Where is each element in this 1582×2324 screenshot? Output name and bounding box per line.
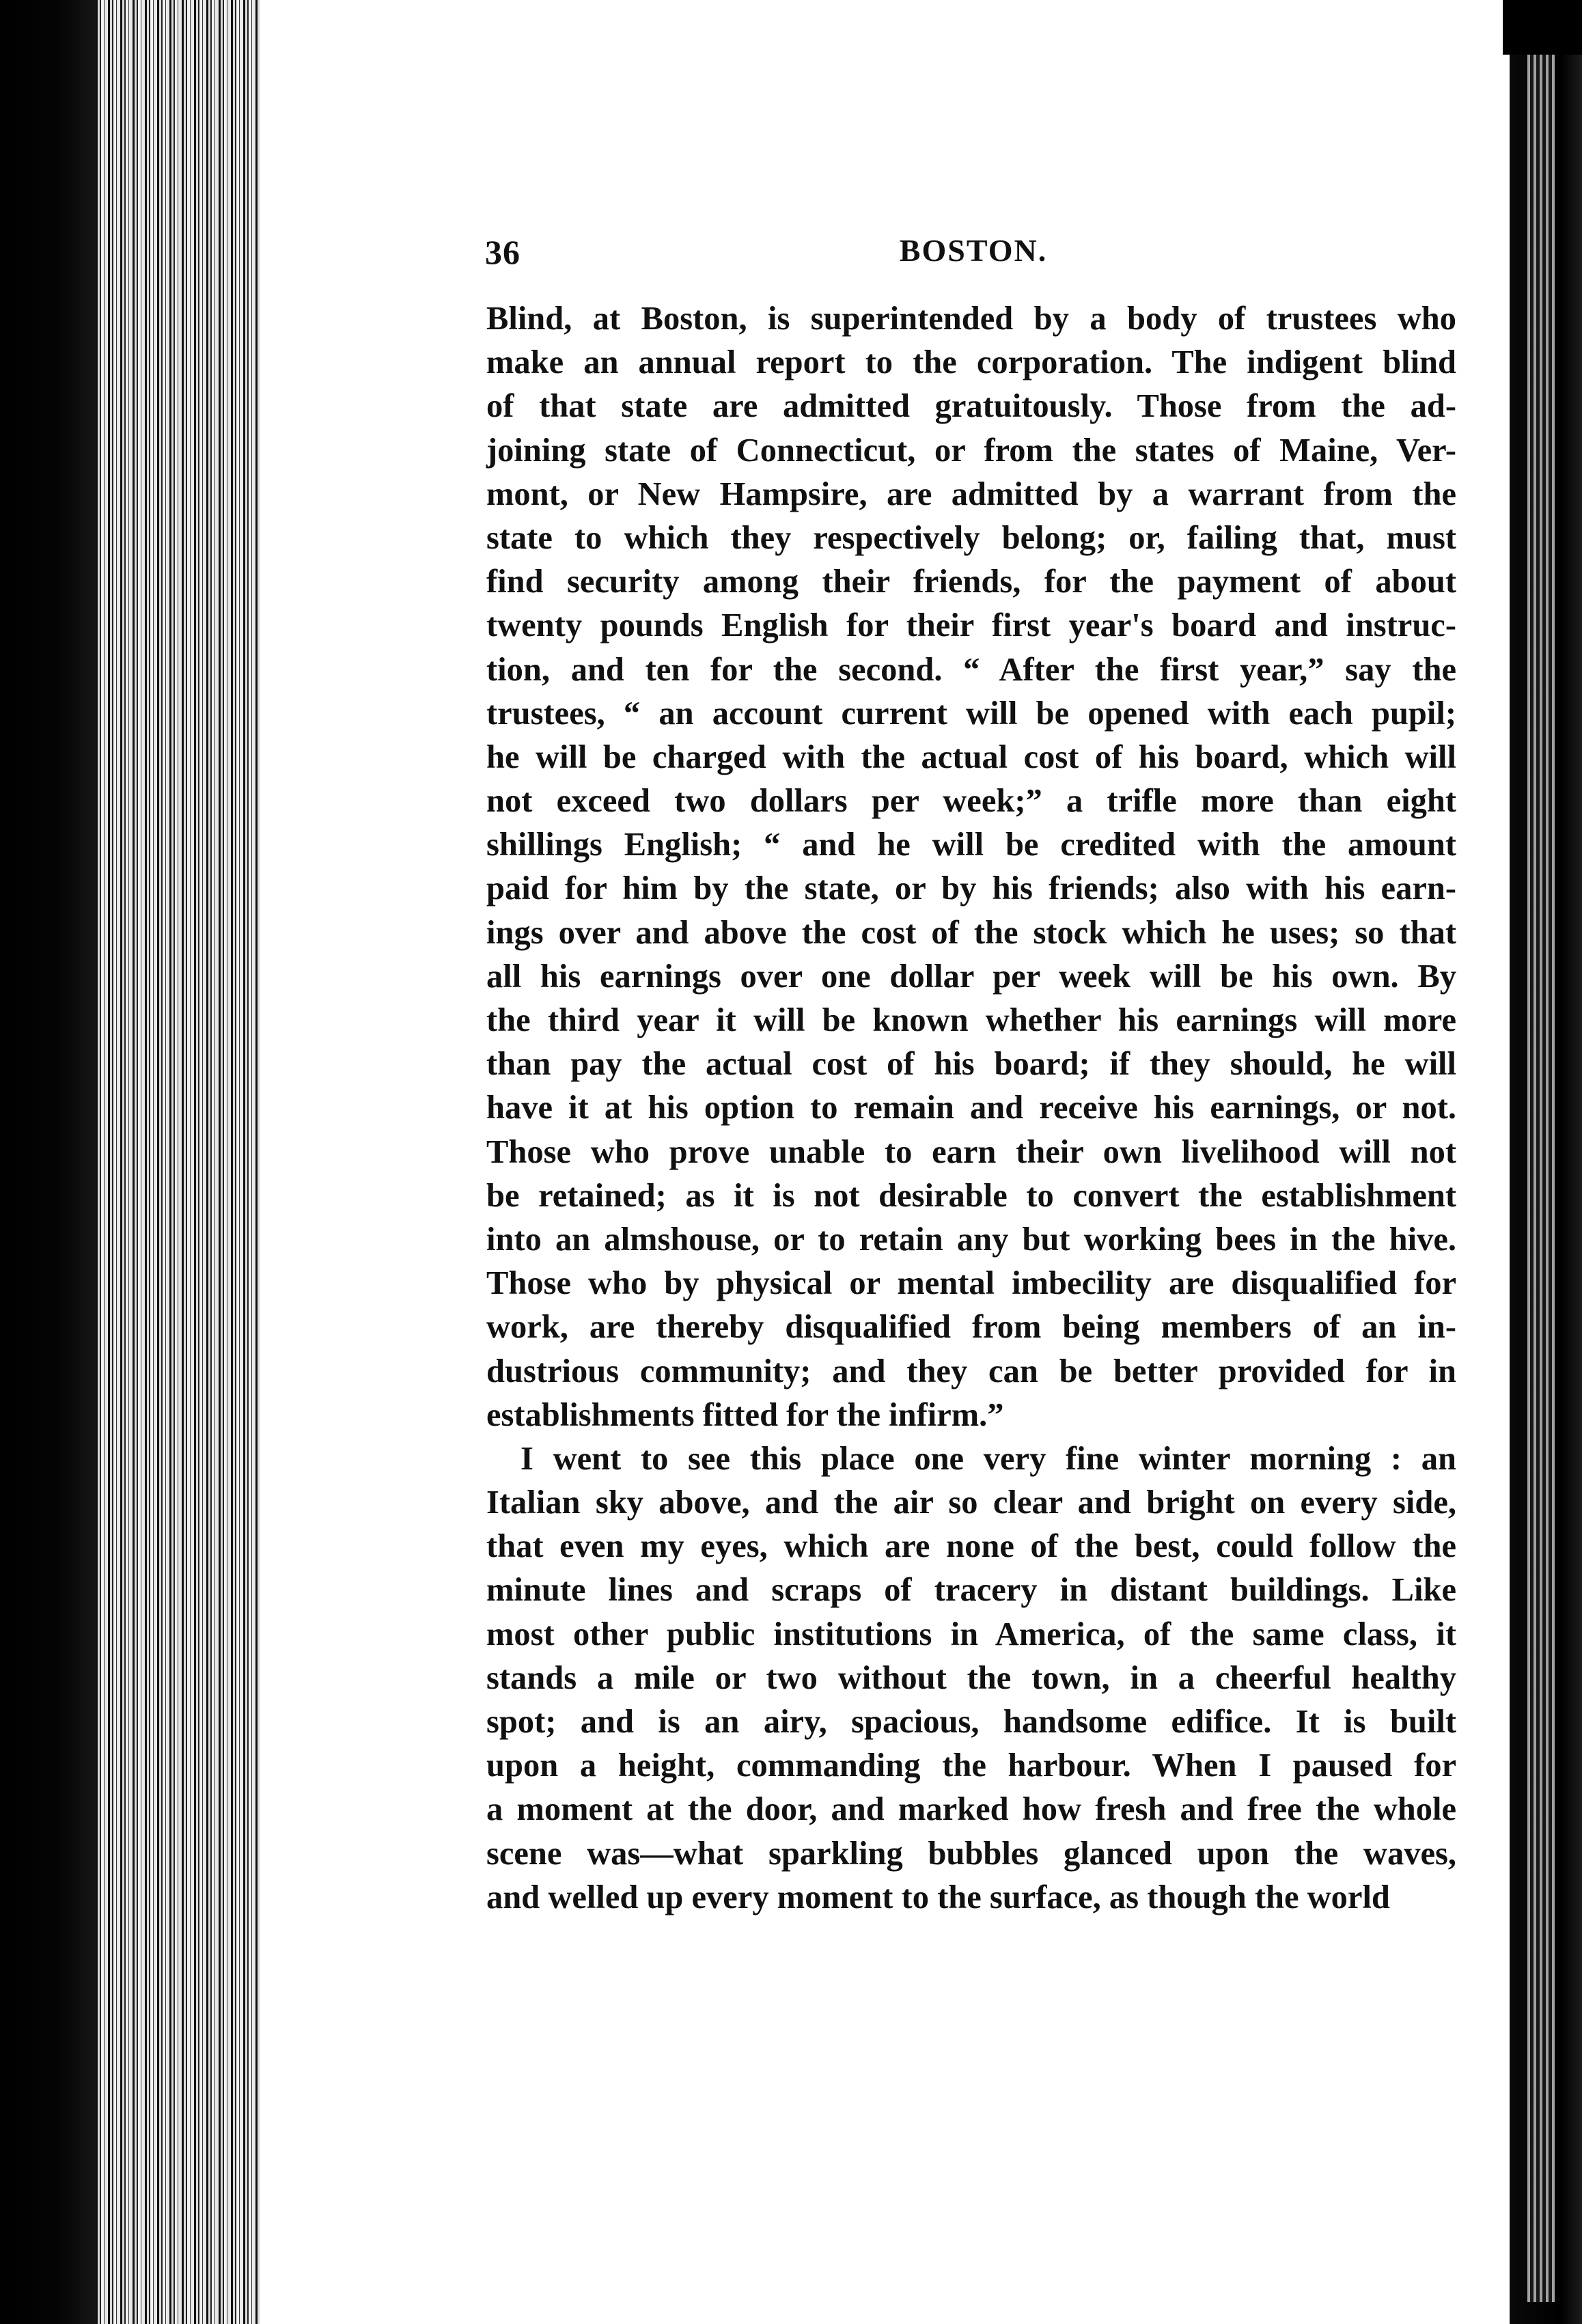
text-line: upon a height, commanding the harbour. When I paused for [486,1747,1456,1784]
text-line: that even my eyes, which are none of the best, could follow the [486,1528,1456,1565]
text-line: and welled up every moment to the surface, as though the world [486,1879,1390,1915]
text-line: twenty pounds English for their first year's board and instruc- [486,607,1456,644]
text-line: shillings English; “ and he will be credited with the amount [486,827,1456,863]
text-line: scene was—what sparkling bubbles glanced upon the waves, [486,1835,1456,1872]
text-line: Blind, at Boston, is superintended by a body of trustees who [486,301,1456,337]
text-line: dustrious community; and they can be better provided for in [486,1353,1456,1389]
text-line: into an almshouse, or to retain any but working bees in the hive. [486,1221,1456,1258]
text-line: trustees, “ an account current will be opened with each pupil; [486,695,1456,732]
body-text [486,297,1456,1920]
text-line: all his earnings over one dollar per week will be his own. By [486,958,1456,995]
text-line: I went to see this place one very fine winter morning : an [521,1440,1456,1477]
text-line: most other public institutions in America, of the same class, it [486,1616,1456,1652]
text-line: paid for him by the state, or by his friends; also with his earn- [486,870,1456,907]
book-edge-shadow [0,0,102,2324]
text-line: find security among their friends, for the payment of about [486,564,1456,600]
text-line: Italian sky above, and the air so clear and bright on every side, [486,1484,1456,1521]
text-line: the third year it will be known whether his earnings will more [486,1002,1456,1038]
text-line: stands a mile or two without the town, in a cheerful healthy [486,1659,1456,1696]
book-page-edges-right [1527,48,1555,2302]
text-line: work, are thereby disqualified from being members of an in- [486,1309,1456,1346]
text-line: mont, or New Hampsire, are admitted by a warrant from the [486,475,1456,512]
text-line: of that state are admitted gratuitously. Those from the ad- [486,388,1456,425]
text-line: be retained; as it is not desirable to convert the establishment [486,1177,1456,1214]
text-line: than pay the actual cost of his board; if they should, he will [486,1046,1456,1083]
text-line: have it at his option to remain and receive his earnings, or not. [486,1090,1456,1126]
running-head [485,232,1462,280]
text-line: he will be charged with the actual cost of his board, which will [486,738,1456,775]
text-line: establishments fitted for the infirm.” [486,1396,1004,1433]
text-line: make an annual report to the corporation. The indigent blind [486,344,1456,381]
text-line: spot; and is an airy, spacious, handsome edifice. It is built [486,1704,1456,1740]
book-page-edges-left [96,0,260,2324]
text-line: tion, and ten for the second. “ After the first year,” say the [486,651,1456,688]
text-line: not exceed two dollars per week;” a trifle more than eight [486,783,1456,820]
running-title: BOSTON. [899,233,1048,268]
text-line: state to which they respectively belong; or, failing that, must [486,519,1456,556]
text-line: Those who by physical or mental imbecility are disqualified for [486,1265,1456,1302]
text-line: joining state of Connecticut, or from the states of Maine, Ver- [486,432,1456,469]
page-number: 36 [485,233,521,271]
text-line: ings over and above the cost of the stock which he uses; so that [486,914,1456,951]
scan-border-top-right [1503,0,1582,55]
text-line: a moment at the door, and marked how fresh and free the whole [486,1791,1456,1828]
text-line: Those who prove unable to earn their own livelihood will not [486,1133,1456,1170]
text-line: minute lines and scraps of tracery in distant buildings. Like [486,1572,1456,1609]
